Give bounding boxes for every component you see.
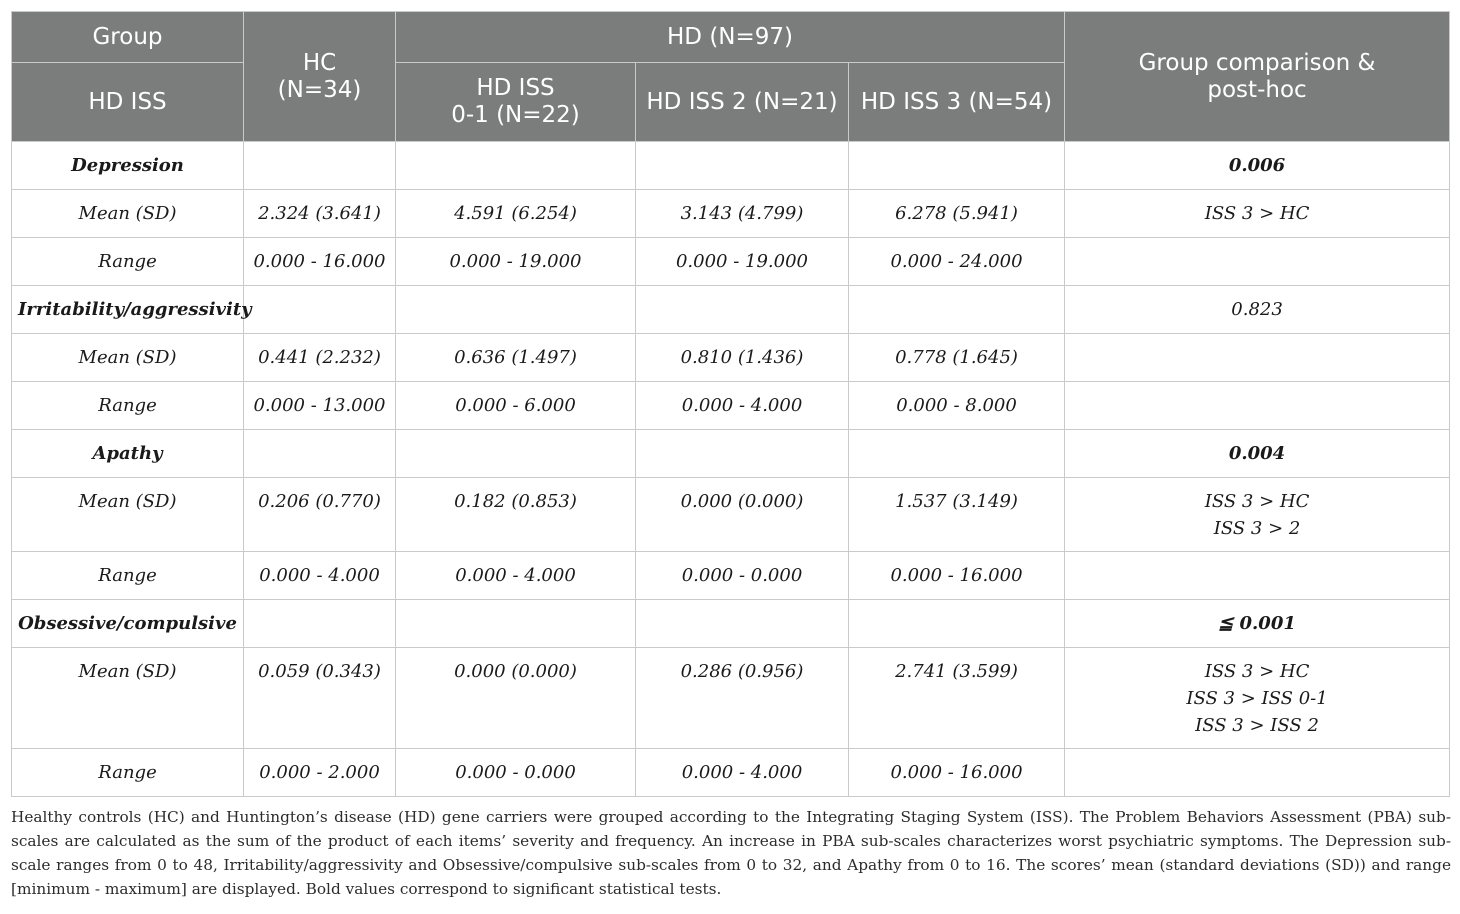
posthoc-depression <box>1065 190 1450 238</box>
range-iss01: 0.000 - 6.000 <box>396 382 636 430</box>
posthoc-line: ISS 3 > HC <box>1204 491 1310 512</box>
mean-label: Mean (SD) <box>12 334 244 382</box>
mean-iss01: 4.591 (6.254) <box>396 190 636 238</box>
range-iss3: 0.000 - 16.000 <box>849 749 1065 797</box>
mean-iss2: 3.143 (4.799) <box>636 190 849 238</box>
range-label: Range <box>12 552 244 600</box>
header-group-comparison <box>1065 12 1450 142</box>
table-row <box>12 334 1450 382</box>
range-hc: 0.000 - 16.000 <box>244 238 396 286</box>
table-row <box>12 142 1450 190</box>
range-label: Range <box>12 382 244 430</box>
header-group-label: Group <box>12 12 244 63</box>
mean-iss01: 0.000 (0.000) <box>396 648 636 749</box>
range-iss2: 0.000 - 19.000 <box>636 238 849 286</box>
range-label: Range <box>12 749 244 797</box>
table-body <box>12 142 1450 797</box>
range-label: Range <box>12 238 244 286</box>
table-row <box>12 190 1450 238</box>
posthoc-line: ISS 3 > ISS 2 <box>1195 715 1319 736</box>
header-iss-0-1 <box>396 63 636 142</box>
p-value-depression: 0.006 <box>1065 142 1450 190</box>
mean-hc: 2.324 (3.641) <box>244 190 396 238</box>
category-apathy: Apathy <box>12 430 244 478</box>
header-comparison-line1: Group comparison & <box>1138 49 1376 76</box>
mean-hc: 0.441 (2.232) <box>244 334 396 382</box>
table-row <box>12 552 1450 600</box>
mean-iss01: 0.182 (0.853) <box>396 478 636 552</box>
mean-iss01: 0.636 (1.497) <box>396 334 636 382</box>
mean-iss2: 0.810 (1.436) <box>636 334 849 382</box>
header-comparison-line2: post-hoc <box>1207 76 1307 103</box>
mean-label: Mean (SD) <box>12 190 244 238</box>
category-depression: Depression <box>12 142 244 190</box>
posthoc-line: ISS 3 > ISS 0-1 <box>1186 688 1328 709</box>
header-hd-total: HD (N=97) <box>396 12 1065 63</box>
mean-label: Mean (SD) <box>12 478 244 552</box>
mean-iss3: 1.537 (3.149) <box>849 478 1065 552</box>
range-hc: 0.000 - 4.000 <box>244 552 396 600</box>
table-row <box>12 382 1450 430</box>
p-value-obsessive: ≦ 0.001 <box>1065 600 1450 648</box>
category-obsessive: Obsessive/compulsive <box>12 600 244 648</box>
pba-results-table <box>11 11 1450 797</box>
header-hc-line2: (N=34) <box>277 76 362 103</box>
posthoc-apathy <box>1065 478 1450 552</box>
range-iss3: 0.000 - 24.000 <box>849 238 1065 286</box>
p-value-apathy: 0.004 <box>1065 430 1450 478</box>
table-row <box>12 749 1450 797</box>
header-iss01-line2: 0-1 (N=22) <box>451 102 580 128</box>
range-iss2: 0.000 - 0.000 <box>636 552 849 600</box>
table-row <box>12 286 1450 334</box>
mean-iss2: 0.286 (0.956) <box>636 648 849 749</box>
table-header <box>12 12 1450 142</box>
range-iss3: 0.000 - 16.000 <box>849 552 1065 600</box>
table-row <box>12 430 1450 478</box>
header-iss-2: HD ISS 2 (N=21) <box>636 63 849 142</box>
posthoc-line: ISS 3 > 2 <box>1213 518 1301 539</box>
table-row <box>12 600 1450 648</box>
table-row <box>12 648 1450 749</box>
table-row <box>12 478 1450 552</box>
mean-iss2: 0.000 (0.000) <box>636 478 849 552</box>
header-hd-iss-label: HD ISS <box>12 63 244 142</box>
header-iss01-line1: HD ISS <box>476 75 555 101</box>
range-hc: 0.000 - 2.000 <box>244 749 396 797</box>
posthoc-line: ISS 3 > HC <box>1204 203 1310 224</box>
posthoc-line: ISS 3 > HC <box>1204 661 1310 682</box>
range-iss01: 0.000 - 0.000 <box>396 749 636 797</box>
range-iss3: 0.000 - 8.000 <box>849 382 1065 430</box>
range-iss01: 0.000 - 19.000 <box>396 238 636 286</box>
range-hc: 0.000 - 13.000 <box>244 382 396 430</box>
range-iss01: 0.000 - 4.000 <box>396 552 636 600</box>
p-value-irritability: 0.823 <box>1065 286 1450 334</box>
range-iss2: 0.000 - 4.000 <box>636 749 849 797</box>
category-irritability: Irritability/aggressivity <box>12 286 244 334</box>
mean-hc: 0.206 (0.770) <box>244 478 396 552</box>
mean-label: Mean (SD) <box>12 648 244 749</box>
header-iss-3: HD ISS 3 (N=54) <box>849 63 1065 142</box>
range-iss2: 0.000 - 4.000 <box>636 382 849 430</box>
mean-iss3: 6.278 (5.941) <box>849 190 1065 238</box>
mean-hc: 0.059 (0.343) <box>244 648 396 749</box>
header-hc-line1: HC <box>302 49 337 76</box>
mean-iss3: 2.741 (3.599) <box>849 648 1065 749</box>
posthoc-obsessive <box>1065 648 1450 749</box>
table-row <box>12 238 1450 286</box>
table-footnote: Healthy controls (HC) and Huntington’s disease (HD) gene carriers were grouped according to the Integrating Staging System (ISS). The Problem Behaviors Assessment (PBA) sub-scales are calculated as the sum of the product of each items’ severity and frequency. An increase in PBA sub-scales characterizes worst psychiatric symptoms. The Depression sub-scale ranges from 0 to 48, Irritability/aggressivity and Obsessive/compulsive sub-scales from 0 to 32, and Apathy from 0 to 16. The scores’ mean (standard deviations (SD)) and range [minimum - maximum] are displayed. Bold values correspond to significant statistical tests. <box>11 808 1451 898</box>
mean-iss3: 0.778 (1.645) <box>849 334 1065 382</box>
header-hc <box>244 12 396 142</box>
